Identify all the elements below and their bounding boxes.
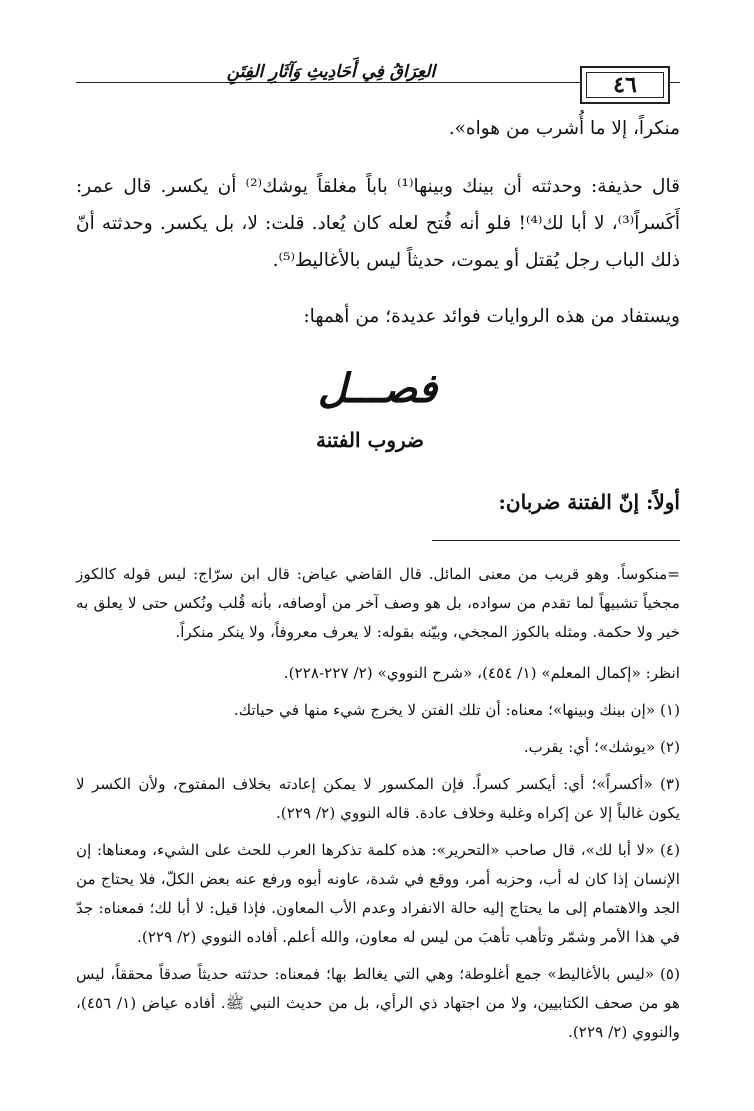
page-number-box <box>580 66 670 104</box>
footnote-reference: انظر: «إكمال المعلم» (١/ ٤٥٤)، «شرح النووي» (٢/ ٢٢٧-٢٢٨). <box>283 664 680 682</box>
footnote-3: (٣) «أكسراً»؛ أي: أيكسر كسراً. فإن المكسور لا يمكن إعادته بخلاف المفتوح، ولأن الكسر لا يكون غالباً إلا عن إكراه وغلبة وخلاف عادة. قاله النووي (٢/ ٢٢٩). <box>76 775 680 822</box>
running-title: العِرَاقُ فِي أَحَادِيثِ وَآثَارِ الفِتَنِ <box>226 62 436 82</box>
footnote-5: (٥) «ليس بالأغاليط» جمع أغلوطة؛ وهي التي يغالط بها؛ فمعناه: حدثته حديثاً صدقاً محققاً، ليس هو من صحف الكتابيين، ولا من اجتهاد ذي الرأي، بل من حديث النبي ﷺ. أفاده عياض (١/ ٤٥٦)، والنووي (٢/ ٢٢٩). <box>76 965 680 1041</box>
section-word: فصـــل <box>317 365 438 412</box>
footnote-2: (٢) «يوشك»؛ أي: يقرب. <box>523 738 680 756</box>
header-rule-right <box>670 82 680 83</box>
footnotes <box>76 560 680 1055</box>
footnote-4: (٤) «لا أبا لك»، قال صاحب «التحرير»: هذه كلمة تذكرها العرب للحث على الشيء، ومعناها: إن الإنسان إذا كان له أب، وحزبه أمر، ووقع في شدة، عاونه أبوه ورفع عنه بعض الكلّ، فلا يحتاج من الجد والاهتمام إلى ما يحتاج إليه حالة الانفراد وعدم الأب المعاون. فإذا قيل: لا أبا لك؛ فمعناه: جدّ في هذا الأمر وشمّر وتأهب تأهبَ من ليس له معاون، والله أعلم. أفاده النووي (٢/ ٢٢٩). <box>76 841 680 946</box>
paragraph-3: ويستفاد من هذه الروايات فوائد عديدة؛ من أهمها: <box>303 306 680 327</box>
paragraph-2: قال حذيفة: وحدثته أن بينك وبينها⁽¹⁾ باباً مغلقاً يوشك⁽²⁾ أن يكسر. قال عمر: أَكَسراً⁽³⁾، لا أبا لك⁽⁴⁾! فلو أنه فُتح لعله كان يُعاد. قلت: لا، بل يكسر. وحدثته أنّ ذلك الباب رجل يُقتل أو يموت، حديثاً ليس بالأغاليط⁽⁵⁾. <box>76 176 680 271</box>
section-heading <box>290 360 465 430</box>
footnote-1: (١) «إن بينك وبينها»؛ معناه: أن تلك الفتن لا يخرج شيء منها في حياتك. <box>233 701 680 719</box>
footnote-separator <box>432 540 680 541</box>
paragraph-1: منكراً، إلا ما أُشرب من هواه». <box>448 118 680 139</box>
section-title: ضروب الفتنة <box>315 428 425 452</box>
footnote-continuation: =منكوساً. وهو قريب من معنى المائل. قال القاضي عياض: قال ابن سرّاج: ليس قوله كالكوز مجخياً تشبيهاً لما تقدم من سواده، بل هو وصف آخر من أوصافه، بأنه قُلب ونُكس حتى لا يعلق به خير ولا حكمة. ومثله بالكوز المجخي، وبيّنه بقوله: لا يعرف معروفاً، ولا ينكر منكراً. <box>76 565 680 641</box>
page-number: ٤٦ <box>586 72 664 98</box>
first-point: أولاً: إنّ الفتنة ضربان: <box>498 490 680 514</box>
